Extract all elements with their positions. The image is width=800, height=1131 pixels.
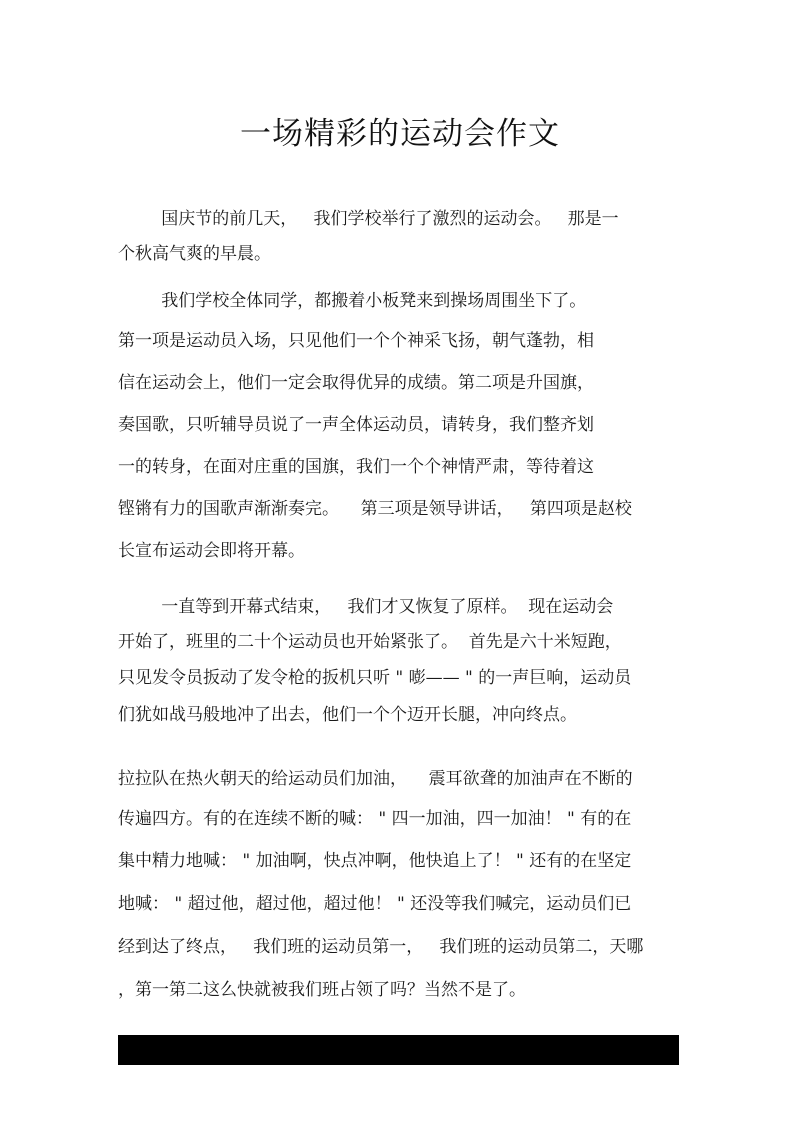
text-line: 奏国歌，只听辅导员说了一声全体运动员，请转身，我们整齐划 xyxy=(118,415,594,435)
black-redaction-bar xyxy=(118,1035,679,1065)
text-line: 拉拉队在热火朝天的给运动员们加油， 震耳欲聋的加油声在不断的 xyxy=(118,769,633,789)
text-line: 开始了，班里的二十个运动员也开始紧张了。 首先是六十米短跑， xyxy=(118,632,622,652)
text-line: ，第一第二这么快就被我们班占领了吗？当然不是了。 xyxy=(118,980,526,1000)
text-line: 集中精力地喊： " 加油啊，快点冲啊，他快追上了！ " 还有的在坚定 xyxy=(118,851,632,871)
text-line: 一直等到开幕式结束， 我们才又恢复了原样。 现在运动会 xyxy=(118,597,614,617)
text-line: 一的转身，在面对庄重的国旗，我们一个个神情严肃，等待着这 xyxy=(118,457,594,477)
text-line: 个秋高气爽的早晨。 xyxy=(118,244,271,264)
text-line: 国庆节的前几天， 我们学校举行了激烈的运动会。 那是一 xyxy=(118,209,619,229)
text-line: 传遍四方。有的在连续不断的喊： " 四一加油，四一加油！ " 有的在 xyxy=(118,809,632,829)
text-line: 经到达了终点， 我们班的运动员第一， 我们班的运动员第二，天哪 xyxy=(118,937,644,957)
text-line: 我们学校全体同学，都搬着小板凳来到操场周围坐下了。 xyxy=(118,291,587,311)
text-line: 地喊： " 超过他，超过他，超过他！ " 还没等我们喊完，运动员们已 xyxy=(118,894,632,914)
text-line: 长宣布运动会即将开幕。 xyxy=(118,541,305,561)
text-line: 第一项是运动员入场，只见他们一个个神采飞扬，朝气蓬勃，相 xyxy=(118,331,594,351)
text-line: 们犹如战马般地冲了出去，他们一个个迈开长腿，冲向终点。 xyxy=(118,705,577,725)
text-line: 信在运动会上，他们一定会取得优异的成绩。第二项是升国旗， xyxy=(118,373,594,393)
text-line: 只见发令员扳动了发令枪的扳机只听 " 嘭—— " 的一声巨响，运动员 xyxy=(118,668,632,688)
document-title: 一场精彩的运动会作文 xyxy=(240,116,560,152)
text-line: 铿锵有力的国歌声渐渐奏完。 第三项是领导讲话， 第四项是赵校 xyxy=(118,499,632,519)
